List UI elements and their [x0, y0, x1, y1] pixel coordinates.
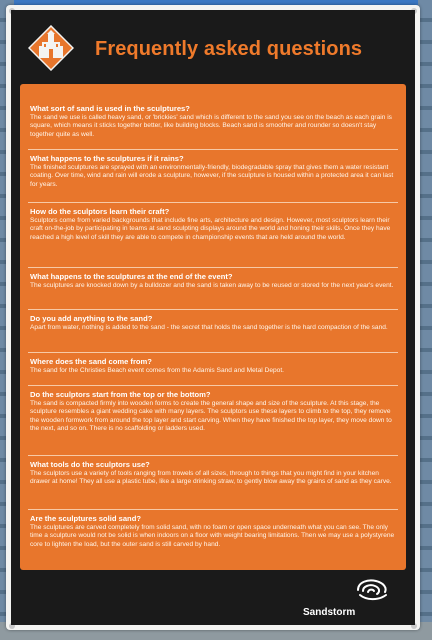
brand-name: Sandstorm — [303, 607, 356, 618]
faq-list — [20, 84, 406, 570]
faq-question: What happens to the sculptures if it rains? — [30, 154, 184, 163]
faq-item — [30, 104, 398, 139]
faq-item — [30, 154, 398, 189]
faq-question: How do the sculptors learn their craft? — [30, 207, 170, 216]
faq-question: What tools do the sculptors use? — [30, 460, 150, 469]
faq-item — [30, 272, 398, 290]
faq-item — [30, 390, 398, 433]
faq-answer: The sculptures are carved completely from solid sand, with no foam or open space underneath what you can see. The only time a sculpture would not be solid is when indoors on a floor with weight bearing limitations. Then we may use a polystyrene core to lighten the load, but the outer sand is still carved by hand. — [30, 524, 395, 548]
faq-divider — [28, 202, 398, 203]
faq-question: Where does the sand come from? — [30, 357, 152, 366]
faq-divider — [28, 455, 398, 456]
castle-logo-icon — [28, 25, 74, 71]
faq-divider — [28, 352, 398, 353]
faq-item — [30, 514, 398, 549]
faq-sign — [6, 5, 420, 630]
faq-question: What happens to the sculptures at the end of the event? — [30, 272, 233, 281]
page-title: Frequently asked questions — [95, 38, 363, 60]
faq-answer: Sculptors come from varied backgrounds that include fine arts, architecture and design. However, most sculptors learn their craft on-the-job by participating in teams at sand sculpting displays around the world and honing their skills. Once they have reached a high level of skill they are able to compete in championship events that are held around the world. — [30, 217, 391, 241]
fence-right — [418, 0, 432, 640]
faq-answer: The sand we use is called heavy sand, or 'brickies' sand which is different to the sand you see on the beach as each grain is square, which means it sticks together better, like building blocks. Beach sand is smoother and rounder so doesn't stay together quite as well. — [30, 114, 392, 138]
faq-answer: The finished sculptures are sprayed with an environmentally-friendly, biodegradable spray that gives them a water resistant coating. Over time, wind and rain will erode a sculpture, however, if the sculpture is housed within a protected area it can last for years. — [30, 164, 394, 188]
faq-item — [30, 357, 398, 375]
faq-divider — [28, 149, 398, 150]
faq-question: Do the sculptors start from the top or the bottom? — [30, 390, 211, 399]
faq-answer: The sand is compacted firmly into wooden forms to create the general shape and size of the sculpture. At this stage, the sculpture resembles a giant wedding cake with many layers. The sculptors use these layers to climb to the top, they remove the wooden formwork from around the top layer and start carving. When they have finished the top layer, they move down to the next, and so on. There is no scaffolding or ladders used. — [30, 400, 392, 432]
faq-divider — [28, 267, 398, 268]
faq-divider — [28, 309, 398, 310]
faq-answer: The sand for the Christies Beach event comes from the Adamis Sand and Metal Depot. — [30, 367, 284, 374]
sign-header — [11, 10, 415, 82]
faq-answer: The sculptures are knocked down by a bulldozer and the sand is taken away to be reused or stored for the next year's event. — [30, 282, 394, 289]
faq-item — [30, 460, 398, 487]
faq-item — [30, 207, 398, 242]
sign-panel — [11, 10, 415, 625]
sandstorm-swirl-icon — [354, 576, 390, 604]
faq-question: Are the sculptures solid sand? — [30, 514, 141, 523]
sign-footer — [11, 572, 415, 625]
faq-divider — [28, 385, 398, 386]
faq-item — [30, 314, 398, 332]
faq-question: Do you add anything to the sand? — [30, 314, 153, 323]
faq-question: What sort of sand is used in the sculptures? — [30, 104, 190, 113]
faq-divider — [28, 509, 398, 510]
faq-answer: The sculptors use a variety of tools ranging from trowels of all sizes, through to things that you might find in your kitchen drawer at home! They all use a plastic tube, like a large drinking straw, to gently blow away the grains of sand as they carve. — [30, 470, 392, 486]
faq-answer: Apart from water, nothing is added to the sand - the secret that holds the sand together is the hard compaction of the sand. — [30, 324, 388, 331]
